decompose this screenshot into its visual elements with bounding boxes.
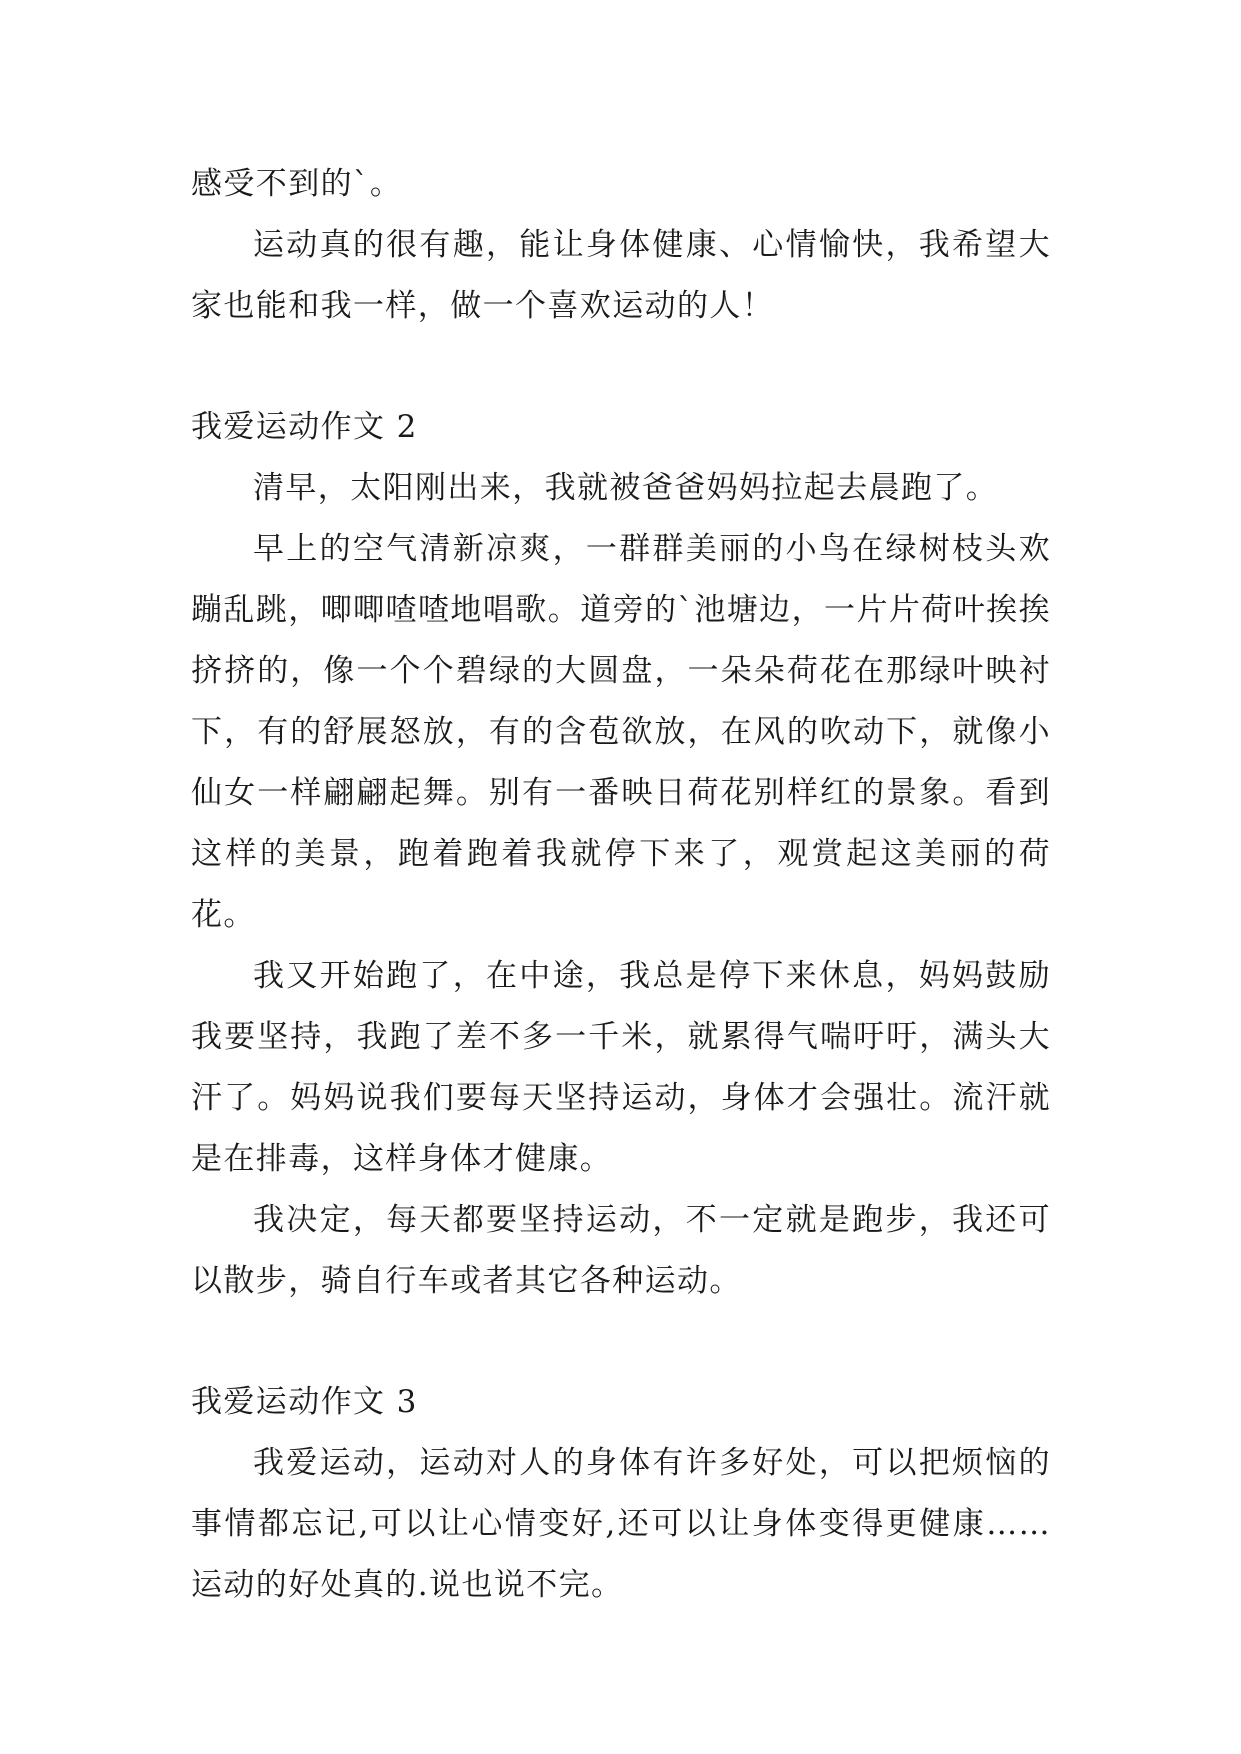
paragraph: 我又开始跑了，在中途，我总是停下来休息，妈妈鼓励我要坚持，我跑了差不多一千米，就累得气喘吁吁，满头大汗了。妈妈说我们要每天坚持运动，身体才会强壮。流汗就是在排毒，这样身体才健康。 bbox=[191, 958, 1051, 1177]
paragraph-continued: 感受不到的`。 bbox=[191, 166, 403, 202]
document-body bbox=[191, 154, 1051, 1616]
paragraph: 运动真的很有趣，能让身体健康、心情愉快，我希望大家也能和我一样，做一个喜欢运动的人！ bbox=[191, 227, 1051, 324]
section-title: 我爱运动作文 3 bbox=[191, 1384, 418, 1420]
section-title: 我爱运动作文 2 bbox=[191, 409, 418, 445]
paragraph: 清早，太阳刚出来，我就被爸爸妈妈拉起去晨跑了。 bbox=[253, 470, 999, 506]
section-spacer bbox=[191, 337, 1051, 397]
paragraph: 早上的空气清新凉爽，一群群美丽的小鸟在绿树枝头欢蹦乱跳，唧唧喳喳地唱歌。道旁的`池塘边，一片片荷叶挨挨挤挤的，像一个个碧绿的大圆盘，一朵朵荷花在那绿叶映衬下，有的舒展怒放，有的含苞欲放，在风的吹动下，就像小仙女一样翩翩起舞。别有一番映日荷花别样红的景象。看到这样的美景，跑着跑着我就停下来了，观赏起这美丽的荷花。 bbox=[191, 531, 1051, 933]
section-spacer bbox=[191, 1312, 1051, 1372]
paragraph: 我爱运动，运动对人的身体有许多好处，可以把烦恼的事情都忘记,可以让心情变好,还可以让身体变得更健康……运动的好处真的.说也说不完。 bbox=[191, 1445, 1051, 1603]
paragraph: 我决定，每天都要坚持运动，不一定就是跑步，我还可以散步，骑自行车或者其它各种运动。 bbox=[191, 1202, 1051, 1299]
